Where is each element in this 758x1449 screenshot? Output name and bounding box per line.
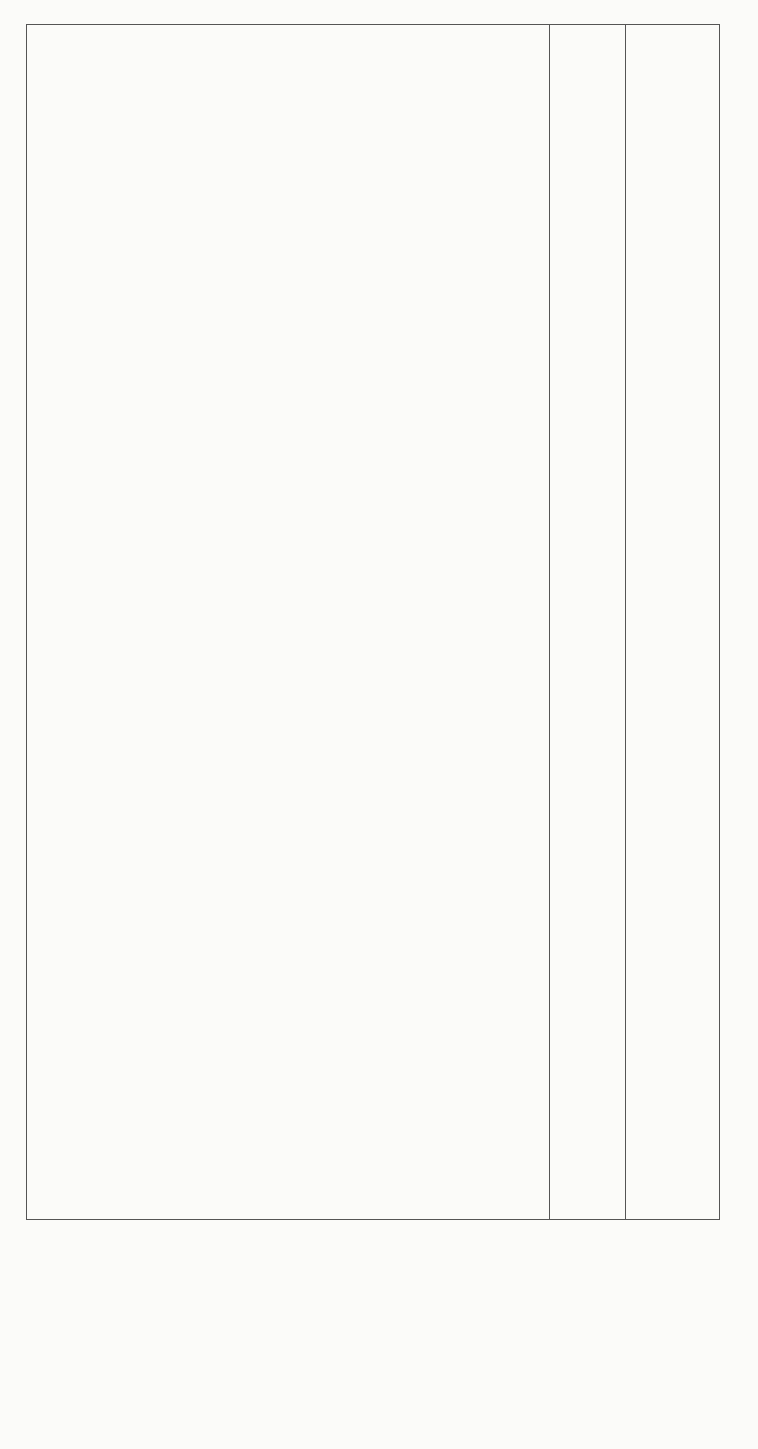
menu-table [26, 24, 720, 1220]
column-divider [549, 25, 550, 1219]
column-divider [625, 25, 626, 1219]
